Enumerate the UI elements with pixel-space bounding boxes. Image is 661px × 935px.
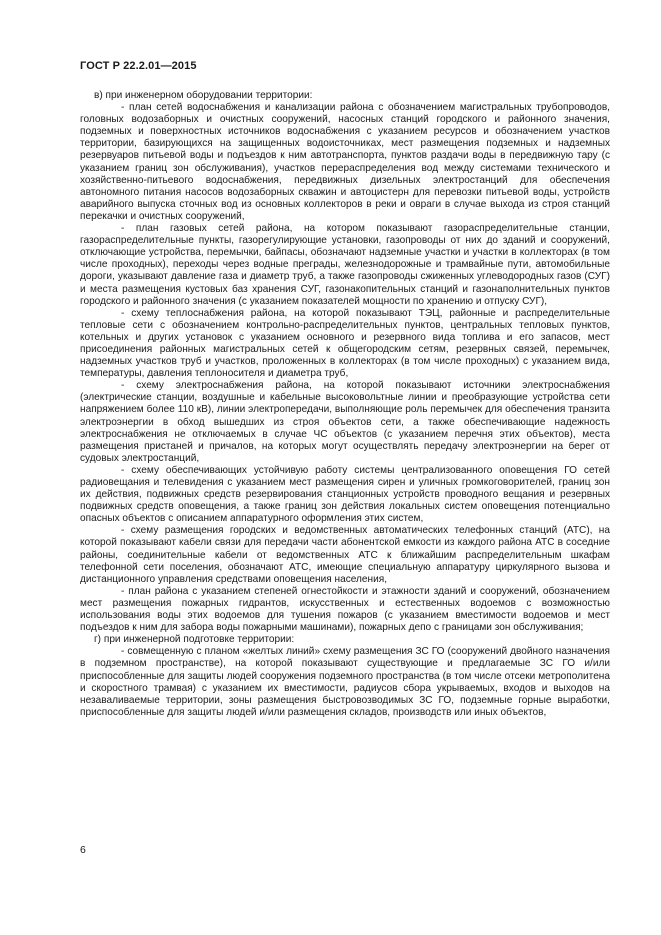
page-number: 6	[80, 844, 86, 856]
list-item-power-supply: - схему электроснабжения района, на которой показывают источники электроснабжения (электрические станции, воздушные и кабельные высоковольтные линии и преобразующие устройства сети напряжением более 110 кВ), линии электропередачи, выполняющие роль перемычек для обеспечения транзита электроэнергии в обход вышедших из строя объектов сети, а также обеспечивающие надежность электроснабжения не отключаемых в случае ЧС объектов (с указанием перечня этих объектов), места размещения пристаней и причалов, на которых могут осуществлять передачу электроэнергии на берег от судовых электростанций,	[80, 380, 610, 464]
document-header: ГОСТ Р 22.2.01—2015	[80, 60, 197, 72]
list-item-shelters: - совмещенную с планом «желтых линий» схему размещения ЗС ГО (сооружений двойного назначения в подземном пространстве), на которой показывают существующие и предлагаемые ЗС ГО и/или приспособленные для защиты людей сооружения подземного пространства (в том числе отсеки метрополитена и скоростного трамвая) с указанием их вместимости, радиусов сбора укрываемых, входов и выходов на незаваливаемые территории, зоны размещения быстровозводимых ЗС ГО, подземные горные выработки, приспособленные для защиты людей и/или размещения складов, производств или иных объектов,	[80, 646, 610, 718]
section-heading-g: г) при инженерной подготовке территории:	[94, 634, 295, 646]
list-item-fire-safety: - план района с указанием степеней огнестойкости и этажности зданий и сооружений, обозначением мест размещения пожарных гидрантов, искусственных и естественных водоемов с возможностью использования воды этих водоемов для тушения пожаров (с указанием вместимости водоемов и мест подъездов к ним для забора воды пожарными машинами), пожарных депо с границами зон обслуживания;	[80, 585, 610, 634]
list-item-water-supply: - план сетей водоснабжения и канализации района с обозначением магистральных трубопроводов, головных водозаборных и очистных сооружений, насосных станций городского и районного значения, подземных и поверхностных источников водоснабжения с указанием ресурсов и обозначением участков территории, базирующихся на защищенных водоисточниках, мест размещения подземных и надземных резервуаров питьевой воды и подъездов к ним автотранспорта, пунктов раздачи воды в передвижную тару (с указанием границ зон обслуживания), участков перераспределения вод между системами технического и хозяйственно-питьевого водоснабжения, передвижных дизельных электростанций для обеспечения автономного питания насосов водозаборных скважин и автоцистерн для перевозки питьевой воды, устройств аварийного выпуска сточных вод из основных коллекторов в реки и овраги в случае выхода из строя станций перекачки и очистных сооружений,	[80, 102, 610, 222]
document-body	[80, 90, 610, 719]
section-heading-v: в) при инженерном оборудовании территории:	[94, 90, 313, 101]
list-item-gas-networks: - план газовых сетей района, на котором показывают газораспределительные станции, газораспределительные пункты, газорегулирующие установки, газопроводы от них до зданий и сооружений, отключающие устройства, перемычки, байпасы, обозначают надземные участки и участки в коллекторах (в том числе проходных), переходы через водные преграды, железнодорожные и трамвайные пути, автомобильные дороги, указывают давление газа и диаметр труб, а также газопроводы сжиженных углеводородных газов (СУГ) и места размещения кустовых баз хранения СУГ, газонакопительных станций и газонаполнительных пунктов городского и районного значения (с указанием показателей мощности по хранению и отпуску СУГ),	[80, 223, 610, 307]
list-item-heat-supply: - схему теплоснабжения района, на которой показывают ТЭЦ, районные и распределительные тепловые сети с обозначением контрольно-распределительных пунктов, центральных тепловых пунктов, котельных и других установок с указанием основного и резервного вида топлива и его запасов, мест присоединения районных магистральных сетей к общегородским сетям, резервных связей, перемычек, надземных участков труб и участков, проложенных в коллекторах (в том числе проходных) с указанием вида, температуры, давления теплоносителя и диаметра труб,	[80, 307, 610, 380]
list-item-warning-system: - схему обеспечивающих устойчивую работу системы централизованного оповещения ГО сетей радиовещания и телевидения с указанием мест размещения сирен и уличных громкоговорителей, границ зон их действия, подвижных средств резервирования станционных устройств проводного вещания и резервных подвижных средств оповещения, а также границ зон действия локальных систем оповещения потенциально опасных объектов с описанием аппаратурного оформления этих систем,	[80, 464, 610, 525]
list-item-telephone-stations: - схему размещения городских и ведомственных автоматических телефонных станций (АТС), на которой показывают кабели связи для передачи части абонентской емкости из каждого района АТС в соседние районы, соединительные кабели от ведомственных АТС к ближайшим распределительным шкафам телефонной сети поселения, обозначают АТС, имеющие специальную аппаратуру циркулярного вызова и дистанционного управления средствами оповещения населения,	[80, 525, 610, 585]
